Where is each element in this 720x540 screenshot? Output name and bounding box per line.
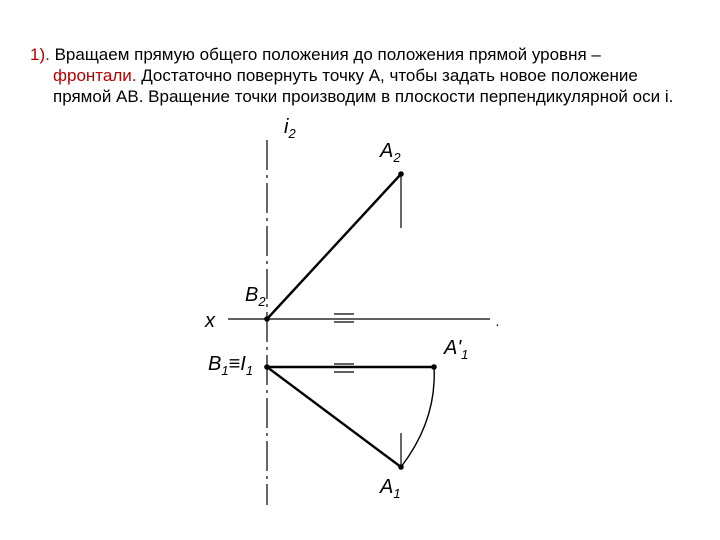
point-b2 bbox=[264, 316, 270, 322]
label-b2: $B_2$ bbox=[245, 284, 266, 309]
label-a2: $A_2$ bbox=[380, 140, 401, 165]
text-line-1-rest: Вращаем прямую общего положения до положения прямой уровня – bbox=[49, 45, 601, 64]
text-line-3: прямой АВ. Вращение точки производим в плоскости перпендикулярной оси i. bbox=[53, 87, 674, 106]
point-a2 bbox=[398, 171, 404, 177]
label-a1: $A_1$ bbox=[380, 476, 401, 501]
step-number: 1). bbox=[30, 45, 50, 64]
frontal-term: фронтали. bbox=[53, 66, 137, 85]
segment-a2-b2 bbox=[267, 174, 401, 319]
segment-b1-a1 bbox=[267, 367, 401, 467]
label-a1prime: $A'_1$ bbox=[444, 337, 469, 362]
label-b1-i1: $B_1\equiv I_1$ bbox=[208, 353, 254, 378]
stray-dot: . bbox=[496, 313, 500, 329]
point-a1prime bbox=[431, 364, 437, 370]
label-i2: $i_2$ bbox=[284, 116, 296, 141]
label-x: x bbox=[205, 310, 215, 332]
text-line-2-rest: Достаточно повернуть точку А, чтобы задать новое положение bbox=[136, 66, 638, 85]
rotation-arc bbox=[401, 367, 434, 467]
point-a1 bbox=[398, 464, 404, 470]
point-b1 bbox=[264, 364, 270, 370]
